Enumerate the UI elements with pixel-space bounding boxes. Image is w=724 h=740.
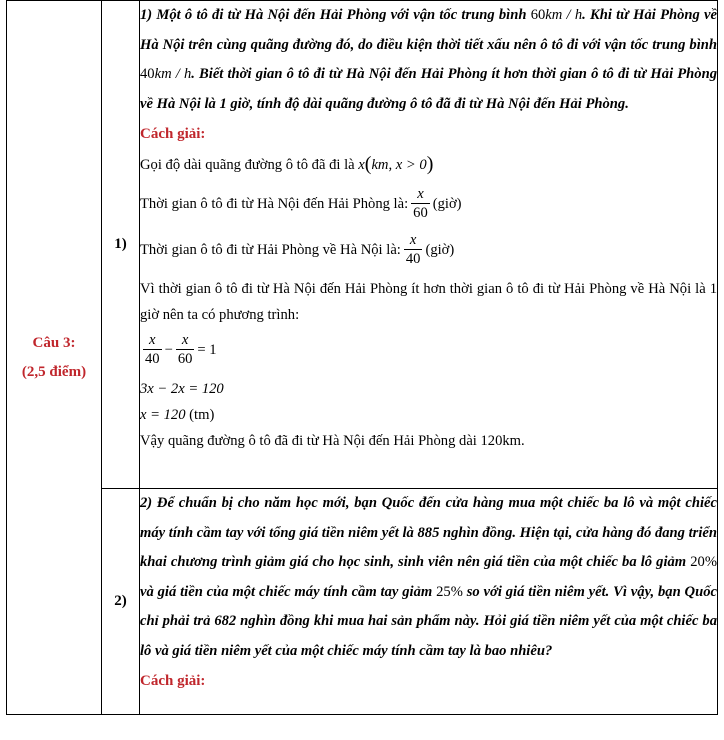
question-points: (2,5 điểm) — [21, 363, 87, 380]
question-cell — [7, 1, 102, 715]
part2-problem: 2) Để chuẩn bị cho năm học mới, bạn Quốc đến cửa hàng mua một chiếc ba lô và một chiếc máy tính cầm tay với tổng giá tiền niêm yết là 885 nghìn đồng. Hiện tại, cửa hàng đó đang triển khai chương trình giảm giá cho học sinh, sinh viên nên giá tiền của một chiếc ba lô giảm 20% và giá tiền của một chiếc máy tính cầm tay giảm 25% so với giá tiền niêm yết. Vì vậy, bạn Quốc chỉ phải trả 682 nghìn đồng khi mua hai sản phẩm này. Hỏi giá tiền niêm yết của một chiếc ba lô và giá tiền niêm yết của một chiếc máy tính cầm tay là bao nhiêu? — [140, 495, 717, 659]
part2-content — [140, 489, 718, 715]
part2-number: 2) — [102, 489, 140, 715]
part1-problem: 1) Một ô tô đi từ Hà Nội đến Hải Phòng với vận tốc trung bình 60km / h. Khi từ Hải Phòng về Hà Nội trên cùng quãng đường đó, do điều kiện thời tiết xấu nên ô tô đi với vận tốc trung bình 40km / h. Biết thời gian ô tô đi từ Hà Nội đến Hải Phòng ít hơn thời gian ô tô đi từ Hải Phòng về Hà Nội là 1 giờ, tính độ dài quãng đường ô tô đã đi từ Hà Nội đến Hải Phòng. — [140, 7, 718, 112]
part1-line2: Thời gian ô tô đi từ Hà Nội đến Hải Phòng là: $\frac{x}{60}$ (giờ) — [140, 186, 462, 221]
part1-number: 1) — [102, 1, 140, 489]
part1-line3: Thời gian ô tô đi từ Hải Phòng về Hà Nội là: $\frac{x}{40}$ (giờ) — [140, 232, 455, 267]
part1-solution-label: Cách giải: — [140, 126, 206, 142]
part1-line1: Gọi độ dài quãng đường ô tô đã đi là x(km, x > 0) — [140, 153, 434, 175]
fraction-x-40: $\frac{x}{40}$ — [405, 232, 421, 267]
part1-equation1: $\frac{x}{40}$ − $\frac{x}{60}$ = 1 — [145, 332, 217, 367]
part2-solution-label: Cách giải: — [140, 673, 206, 689]
fraction-x-60: $\frac{x}{60}$ — [413, 186, 428, 221]
part1-line4: Vì thời gian ô tô đi từ Hà Nội đến Hải Phòng ít hơn thời gian ô tô đi từ Hải Phòng về Hà Nội là 1 giờ nên ta có phương trình: — [140, 281, 717, 323]
solution-table — [6, 0, 718, 715]
part1-equation3: x = 120 (tm) — [140, 407, 215, 423]
part1-equation2: 3x − 2x = 120 — [140, 381, 224, 397]
part1-conclusion: Vậy quãng đường ô tô đã đi từ Hà Nội đến Hải Phòng dài 120km. — [140, 433, 525, 449]
question-label: Câu 3: — [32, 334, 76, 351]
part1-content — [140, 1, 718, 489]
